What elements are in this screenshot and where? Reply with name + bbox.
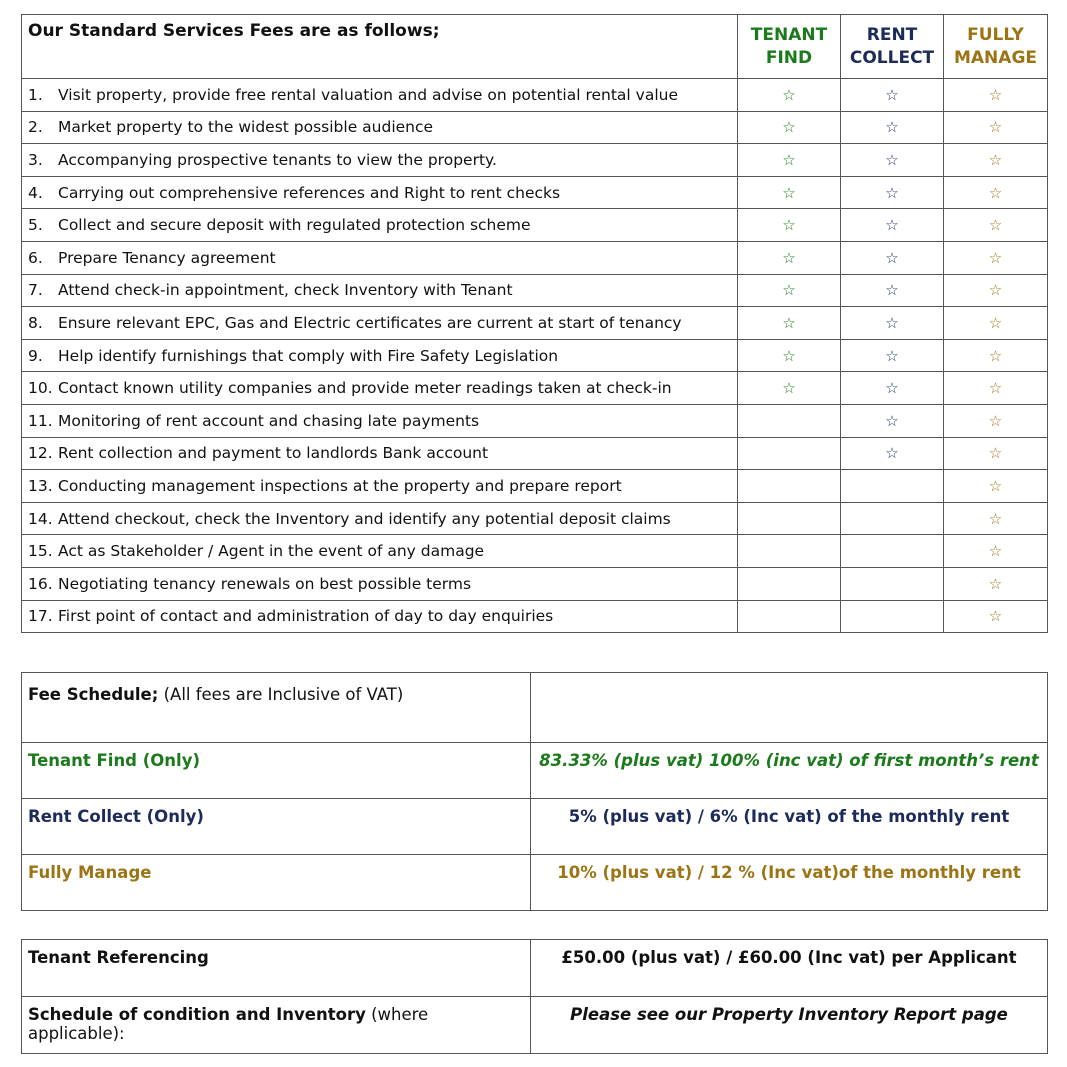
service-row (22, 209, 1048, 242)
service-number: 12. (28, 444, 53, 463)
service-cell-tenant-find (738, 404, 841, 437)
star-icon: ☆ (988, 379, 1003, 398)
inventory-value: Please see our Property Inventory Report page (531, 997, 1048, 1054)
star-icon: ☆ (782, 85, 796, 104)
services-header-row (22, 15, 1048, 79)
service-cell-tenant-find (738, 437, 841, 470)
service-number: 5. (28, 216, 43, 235)
star-icon: ☆ (988, 281, 1003, 300)
star-icon: ☆ (782, 379, 796, 398)
service-cell-rent-collect (841, 79, 944, 112)
service-number: 2. (28, 118, 43, 137)
service-row (22, 176, 1048, 209)
service-cell-fully-manage (944, 502, 1048, 535)
service-text: Attend check-in appointment, check Inventory with Tenant (58, 281, 513, 300)
fee-schedule-header-row (22, 673, 1048, 743)
service-number: 13. (28, 476, 53, 495)
service-cell-fully-manage (944, 144, 1048, 177)
service-number: 14. (28, 509, 53, 528)
service-description (22, 209, 738, 242)
service-cell-rent-collect (841, 502, 944, 535)
service-cell-fully-manage (944, 567, 1048, 600)
service-text: Negotiating tenancy renewals on best possible terms (58, 574, 472, 593)
star-icon: ☆ (885, 313, 899, 332)
service-text: Accompanying prospective tenants to view the property. (58, 150, 497, 169)
column-header-line: RENT (866, 24, 918, 45)
service-row (22, 144, 1048, 177)
column-header-line: COLLECT (849, 47, 935, 68)
star-icon: ☆ (988, 313, 1003, 332)
column-header-tenant-find (738, 15, 841, 79)
star-icon: ☆ (885, 118, 899, 137)
star-icon: ☆ (988, 150, 1003, 169)
star-icon: ☆ (988, 85, 1003, 104)
star-icon: ☆ (988, 476, 1003, 495)
service-row (22, 241, 1048, 274)
service-number: 6. (28, 248, 43, 267)
service-cell-rent-collect (841, 144, 944, 177)
service-row (22, 339, 1048, 372)
star-icon: ☆ (988, 183, 1003, 202)
service-cell-fully-manage (944, 274, 1048, 307)
star-icon: ☆ (988, 444, 1003, 463)
service-cell-fully-manage (944, 79, 1048, 112)
service-number: 8. (28, 313, 43, 332)
star-icon: ☆ (988, 509, 1003, 528)
column-header-line: TENANT (750, 24, 828, 45)
service-cell-rent-collect (841, 600, 944, 633)
service-cell-fully-manage (944, 209, 1048, 242)
star-icon: ☆ (885, 346, 899, 365)
column-header-line: FULLY (967, 24, 1024, 45)
column-header-line: FIND (765, 47, 813, 68)
fee-value: 10% (plus vat) / 12 % (Inc vat)of the monthly rent (531, 855, 1048, 911)
star-icon: ☆ (885, 150, 899, 169)
service-cell-tenant-find (738, 111, 841, 144)
inventory-label-bold: Schedule of condition and Inventory (28, 1005, 366, 1024)
service-row (22, 274, 1048, 307)
fee-row-rent-collect (22, 799, 1048, 855)
star-icon: ☆ (782, 118, 796, 137)
service-cell-rent-collect (841, 307, 944, 340)
star-icon: ☆ (885, 281, 899, 300)
fee-schedule-heading-note: (All fees are Inclusive of VAT) (158, 685, 404, 704)
star-icon: ☆ (885, 411, 899, 430)
star-icon: ☆ (988, 346, 1003, 365)
service-text: Ensure relevant EPC, Gas and Electric certificates are current at start of tenancy (58, 313, 682, 332)
star-icon: ☆ (782, 150, 796, 169)
fee-label: Tenant Find (Only) (22, 743, 531, 799)
service-text: Visit property, provide free rental valuation and advise on potential rental value (58, 85, 678, 104)
service-number: 16. (28, 574, 53, 593)
service-cell-fully-manage (944, 111, 1048, 144)
column-header-line: MANAGE (953, 47, 1038, 68)
service-cell-rent-collect (841, 339, 944, 372)
star-icon: ☆ (988, 216, 1003, 235)
service-row (22, 535, 1048, 568)
service-cell-fully-manage (944, 535, 1048, 568)
service-number: 15. (28, 542, 53, 561)
service-text: Contact known utility companies and provide meter readings taken at check-in (58, 379, 672, 398)
service-cell-rent-collect (841, 209, 944, 242)
service-description (22, 567, 738, 600)
star-icon: ☆ (885, 248, 899, 267)
service-text: Monitoring of rent account and chasing late payments (58, 411, 480, 430)
service-description (22, 339, 738, 372)
service-cell-rent-collect (841, 372, 944, 405)
fee-row-fully-manage (22, 855, 1048, 911)
service-number: 10. (28, 379, 53, 398)
service-cell-fully-manage (944, 437, 1048, 470)
inventory-row (22, 997, 1048, 1054)
service-cell-tenant-find (738, 470, 841, 503)
service-row (22, 404, 1048, 437)
service-text: Act as Stakeholder / Agent in the event of any damage (58, 542, 485, 561)
service-number: 1. (28, 85, 43, 104)
referencing-row (22, 940, 1048, 997)
service-row (22, 502, 1048, 535)
service-cell-rent-collect (841, 274, 944, 307)
service-description (22, 600, 738, 633)
service-cell-rent-collect (841, 111, 944, 144)
fee-schedule-heading-bold: Fee Schedule; (28, 685, 159, 704)
star-icon: ☆ (885, 183, 899, 202)
fee-value: 5% (plus vat) / 6% (Inc vat) of the monthly rent (531, 799, 1048, 855)
service-cell-fully-manage (944, 176, 1048, 209)
service-row (22, 567, 1048, 600)
star-icon: ☆ (988, 607, 1003, 626)
column-header-rent-collect (841, 15, 944, 79)
inventory-label-note: (where applicable): (28, 1005, 429, 1043)
service-cell-tenant-find (738, 176, 841, 209)
service-cell-tenant-find (738, 535, 841, 568)
service-cell-tenant-find (738, 567, 841, 600)
service-cell-tenant-find (738, 339, 841, 372)
service-row (22, 111, 1048, 144)
service-number: 11. (28, 411, 53, 430)
service-description (22, 470, 738, 503)
fee-schedule-heading (22, 673, 531, 743)
service-cell-fully-manage (944, 307, 1048, 340)
service-description (22, 372, 738, 405)
service-text: Conducting management inspections at the property and prepare report (58, 476, 622, 495)
service-description (22, 241, 738, 274)
service-cell-tenant-find (738, 600, 841, 633)
star-icon: ☆ (782, 346, 796, 365)
service-text: First point of contact and administration of day to day enquiries (58, 607, 554, 626)
service-cell-tenant-find (738, 144, 841, 177)
star-icon: ☆ (782, 313, 796, 332)
inventory-label (22, 997, 531, 1054)
star-icon: ☆ (885, 85, 899, 104)
fee-schedule-empty-cell (531, 673, 1048, 743)
star-icon: ☆ (988, 411, 1003, 430)
service-row (22, 372, 1048, 405)
service-description (22, 404, 738, 437)
star-icon: ☆ (782, 216, 796, 235)
service-cell-fully-manage (944, 404, 1048, 437)
referencing-label: Tenant Referencing (22, 940, 531, 997)
service-row (22, 437, 1048, 470)
service-description (22, 111, 738, 144)
service-description (22, 176, 738, 209)
star-icon: ☆ (782, 248, 796, 267)
service-cell-tenant-find (738, 372, 841, 405)
service-description (22, 437, 738, 470)
service-cell-tenant-find (738, 307, 841, 340)
service-text: Carrying out comprehensive references and Right to rent checks (58, 183, 561, 202)
service-cell-tenant-find (738, 79, 841, 112)
star-icon: ☆ (988, 574, 1003, 593)
service-number: 7. (28, 281, 43, 300)
fee-row-tenant-find (22, 743, 1048, 799)
referencing-value: £50.00 (plus vat) / £60.00 (Inc vat) per Applicant (531, 940, 1048, 997)
star-icon: ☆ (885, 444, 899, 463)
star-icon: ☆ (988, 248, 1003, 267)
star-icon: ☆ (885, 216, 899, 235)
star-icon: ☆ (988, 118, 1003, 137)
fee-value: 83.33% (plus vat) 100% (inc vat) of first month’s rent (531, 743, 1048, 799)
services-table (21, 14, 1048, 633)
service-description (22, 274, 738, 307)
service-cell-fully-manage (944, 339, 1048, 372)
service-cell-rent-collect (841, 567, 944, 600)
service-description (22, 79, 738, 112)
star-icon: ☆ (988, 542, 1003, 561)
extra-fees-table (21, 939, 1048, 1054)
service-text: Market property to the widest possible audience (58, 118, 434, 137)
service-cell-rent-collect (841, 535, 944, 568)
fee-label: Rent Collect (Only) (22, 799, 531, 855)
star-icon: ☆ (782, 183, 796, 202)
service-description (22, 144, 738, 177)
service-cell-fully-manage (944, 600, 1048, 633)
column-header-fully-manage (944, 15, 1048, 79)
service-row (22, 470, 1048, 503)
service-text: Attend checkout, check the Inventory and identify any potential deposit claims (58, 509, 671, 528)
services-title: Our Standard Services Fees are as follows; (22, 15, 738, 79)
service-text: Help identify furnishings that comply with Fire Safety Legislation (58, 346, 559, 365)
service-number: 3. (28, 150, 43, 169)
service-row (22, 79, 1048, 112)
fee-schedule-table (21, 672, 1048, 911)
star-icon: ☆ (885, 379, 899, 398)
service-text: Prepare Tenancy agreement (58, 248, 276, 267)
service-cell-fully-manage (944, 470, 1048, 503)
service-row (22, 600, 1048, 633)
service-cell-rent-collect (841, 437, 944, 470)
service-row (22, 307, 1048, 340)
service-cell-tenant-find (738, 209, 841, 242)
service-number: 9. (28, 346, 43, 365)
service-cell-tenant-find (738, 274, 841, 307)
service-text: Rent collection and payment to landlords Bank account (58, 444, 489, 463)
service-cell-fully-manage (944, 372, 1048, 405)
service-cell-rent-collect (841, 176, 944, 209)
service-cell-tenant-find (738, 241, 841, 274)
service-cell-rent-collect (841, 470, 944, 503)
service-number: 4. (28, 183, 43, 202)
service-description (22, 502, 738, 535)
service-description (22, 535, 738, 568)
service-cell-tenant-find (738, 502, 841, 535)
service-text: Collect and secure deposit with regulated protection scheme (58, 216, 531, 235)
service-cell-rent-collect (841, 404, 944, 437)
star-icon: ☆ (782, 281, 796, 300)
fee-label: Fully Manage (22, 855, 531, 911)
service-cell-rent-collect (841, 241, 944, 274)
service-number: 17. (28, 607, 53, 626)
service-cell-fully-manage (944, 241, 1048, 274)
service-description (22, 307, 738, 340)
